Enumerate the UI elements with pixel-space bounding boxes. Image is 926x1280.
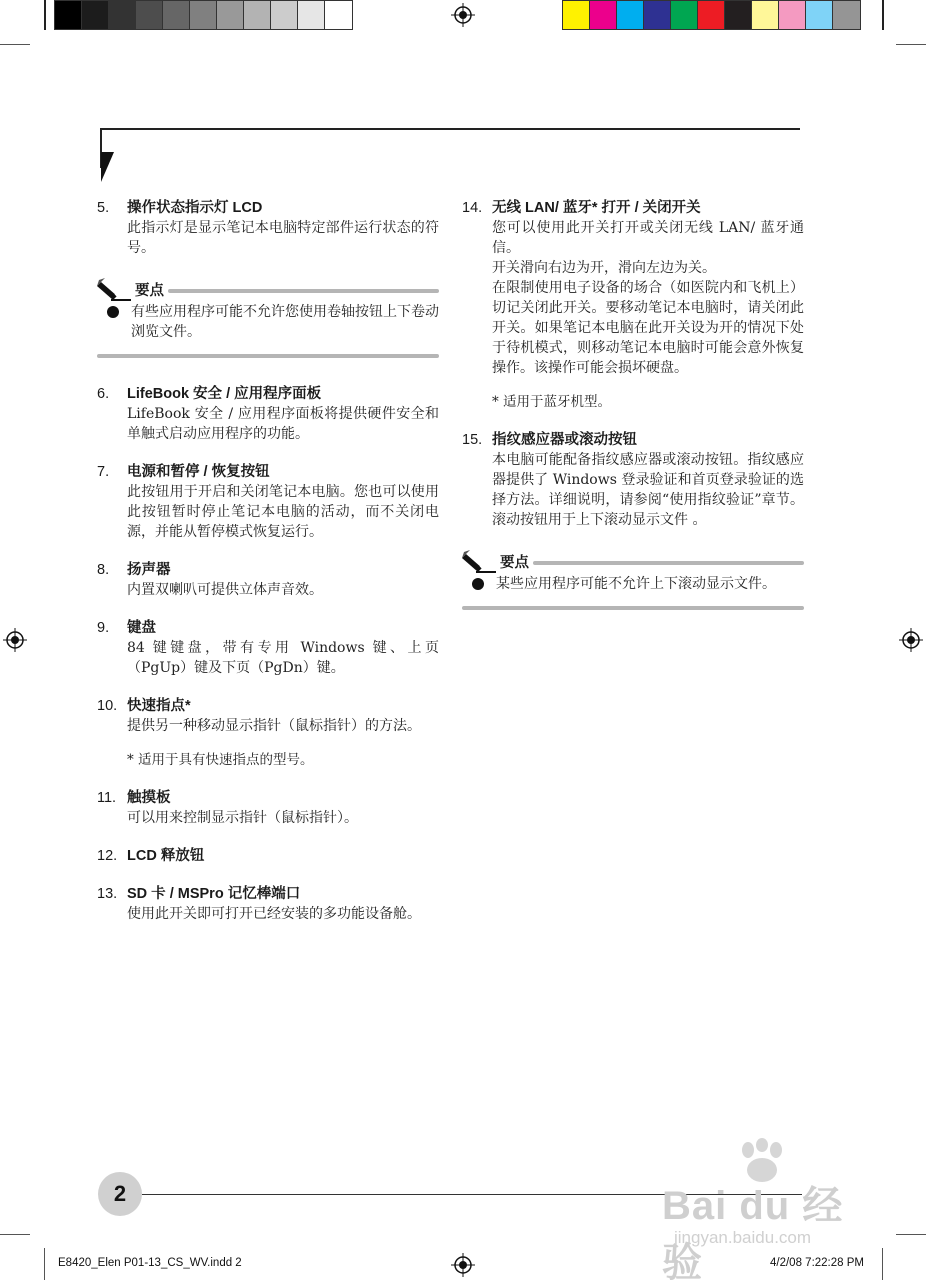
item-title: 操作状态指示灯 LCD [127, 200, 263, 216]
color-swatch [806, 1, 833, 29]
item-number: 8. [97, 562, 110, 578]
note-rule [462, 606, 804, 610]
slug-timestamp: 4/2/08 7:22:28 PM [770, 1257, 864, 1269]
color-swatch [298, 1, 325, 29]
item-description: 在限制使用电子设备的场合（如医院内和飞机上）切记关闭此开关。要移动笔记本电脑时，请关闭此开关。如果笔记本电脑在此开关设为开的情况下处于待机模式，则移动笔记本电脑时可能会意外恢复操作。该操作可能会损坏硬盘。 [492, 280, 804, 376]
footnote: * 适用于蓝牙机型。 [492, 394, 612, 410]
crop-mark [0, 1234, 30, 1235]
list-item [462, 430, 804, 530]
process-color-bar [562, 0, 861, 30]
crop-mark [896, 44, 926, 45]
item-title: LCD 释放钮 [127, 848, 205, 864]
item-title: 触摸板 [127, 790, 171, 806]
color-swatch [779, 1, 806, 29]
list-item [462, 198, 804, 412]
list-item [97, 884, 439, 924]
slug-filename: E8420_Elen P01-13_CS_WV.indd 2 [58, 1257, 242, 1269]
list-item [97, 846, 439, 866]
left-column [97, 198, 439, 942]
color-swatch [671, 1, 698, 29]
registration-mark-icon [451, 1253, 475, 1277]
header-rule [100, 128, 800, 130]
watermark [660, 1138, 870, 1280]
item-number: 7. [97, 464, 110, 480]
note-text: 某些应用程序可能不允许上下滚动显示文件。 [496, 576, 776, 592]
note-rule [168, 289, 439, 293]
color-swatch [590, 1, 617, 29]
crop-mark [882, 0, 884, 30]
item-title: 指纹感应器或滚动按钮 [492, 432, 637, 448]
item-number: 13. [97, 886, 118, 902]
item-title: SD 卡 / MSPro 记忆棒端口 [127, 886, 301, 902]
page-number: 2 [98, 1172, 142, 1216]
pencil-note-icon [97, 276, 133, 302]
watermark-url: jingyan.baidu.com [674, 1228, 812, 1247]
color-swatch [698, 1, 725, 29]
item-title: 无线 LAN/ 蓝牙* 打开 / 关闭开关 [492, 200, 701, 216]
item-description: 84 键键盘，带有专用 Windows 键、上页（PgUp）键及下页（PgDn）键。 [127, 640, 439, 676]
color-swatch [163, 1, 190, 29]
crop-mark [896, 1234, 926, 1235]
item-description: 开关滑向右边为开，滑向左边为关。 [492, 260, 716, 276]
list-item [97, 462, 439, 542]
color-swatch [833, 1, 860, 29]
registration-mark-icon [3, 628, 27, 652]
item-number: 15. [462, 432, 483, 448]
color-swatch [55, 1, 82, 29]
color-swatch [217, 1, 244, 29]
note-label: 要点 [135, 282, 164, 299]
registration-mark-icon [451, 3, 475, 27]
note-box [462, 548, 804, 610]
item-number: 11. [97, 790, 117, 806]
list-item [97, 788, 439, 828]
footnote: * 适用于具有快速指点的型号。 [127, 752, 314, 768]
item-title: 快速指点* [127, 698, 191, 714]
note-rule [97, 354, 439, 358]
color-swatch [325, 1, 352, 29]
item-description: 您可以使用此开关打开或关闭无线 LAN/ 蓝牙通信。 [492, 220, 804, 256]
item-title: 扬声器 [127, 562, 171, 578]
list-item [97, 198, 439, 258]
item-description: 提供另一种移动显示指针（鼠标指针）的方法。 [127, 718, 421, 734]
pencil-note-icon [462, 548, 498, 574]
header-tab-marker [101, 152, 114, 182]
color-swatch [725, 1, 752, 29]
registration-mark-icon [899, 628, 923, 652]
item-number: 5. [97, 200, 110, 216]
item-description: 此指示灯是显示笔记本电脑特定部件运行状态的符号。 [127, 220, 439, 256]
color-swatch [271, 1, 298, 29]
item-description: 可以用来控制显示指针（鼠标指针）。 [127, 810, 358, 826]
note-label: 要点 [500, 554, 529, 571]
note-text: 有些应用程序可能不允许您使用卷轴按钮上下卷动浏览文件。 [131, 304, 439, 340]
item-title: LifeBook 安全 / 应用程序面板 [127, 386, 322, 402]
color-swatch [563, 1, 590, 29]
list-item [97, 696, 439, 770]
item-description: 此按钮用于开启和关闭笔记本电脑。您也可以使用此按钮暂时停止笔记本电脑的活动，而不关闭电源，并能从暂停模式恢复运行。 [127, 484, 439, 540]
color-swatch [644, 1, 671, 29]
item-number: 12. [97, 848, 118, 864]
color-swatch [752, 1, 779, 29]
note-box [97, 276, 439, 358]
right-column [462, 198, 804, 636]
note-rule [533, 561, 804, 565]
crop-mark [44, 0, 46, 30]
bullet-icon [472, 578, 484, 590]
crop-mark [0, 44, 30, 45]
crop-mark [882, 1248, 883, 1280]
item-number: 9. [97, 620, 110, 636]
item-number: 10. [97, 698, 118, 714]
item-description: 使用此开关即可打开已经安装的多功能设备舱。 [127, 906, 421, 922]
item-number: 14. [462, 200, 483, 216]
bullet-icon [107, 306, 119, 318]
list-item [97, 384, 439, 444]
item-description: 内置双喇叭可提供立体声音效。 [127, 582, 323, 598]
list-item [97, 618, 439, 678]
color-swatch [136, 1, 163, 29]
item-description: 本电脑可能配备指纹感应器或滚动按钮。指纹感应器提供了 Windows 登录验证和首页登录验证的选择方法。详细说明，请参阅“使用指纹验证”章节。滚动按钮用于上下滚动显示文件 。 [492, 452, 804, 528]
color-swatch [109, 1, 136, 29]
list-item [97, 560, 439, 600]
crop-mark [44, 1248, 45, 1280]
color-swatch [617, 1, 644, 29]
item-title: 键盘 [127, 620, 156, 636]
color-swatch [82, 1, 109, 29]
watermark-brand: Bai du 经验 [662, 1184, 844, 1280]
item-number: 6. [97, 386, 110, 402]
item-description: LifeBook 安全 / 应用程序面板将提供硬件安全和单触式启动应用程序的功能。 [127, 406, 439, 442]
gray-color-bar [54, 0, 353, 30]
color-swatch [190, 1, 217, 29]
color-swatch [244, 1, 271, 29]
item-title: 电源和暂停 / 恢复按钮 [127, 464, 270, 480]
